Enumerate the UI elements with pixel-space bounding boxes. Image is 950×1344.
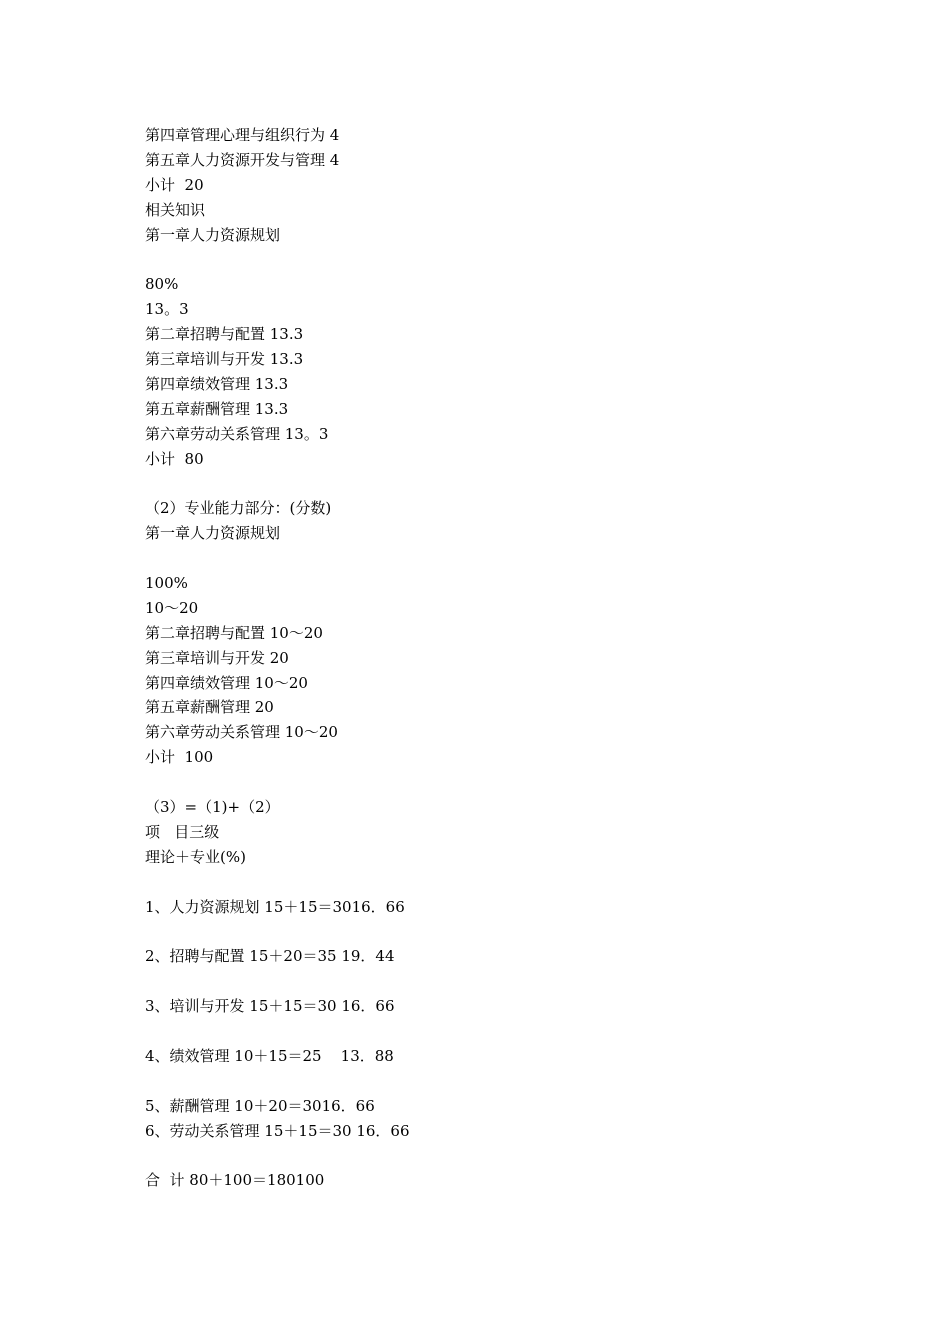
section-heading: 相关知识 xyxy=(145,200,206,219)
table-header: 理论＋专业(%) xyxy=(145,847,246,866)
table-header: 项 目三级 xyxy=(145,822,220,841)
table-row: 2、招聘与配置 15＋20＝35 19．44 xyxy=(145,947,395,966)
text-line: 第二章招聘与配置 13.3 xyxy=(145,325,304,344)
subtotal-line: 小计 80 xyxy=(145,449,204,468)
blank-line xyxy=(145,920,845,945)
text-line: 第三章培训与开发 20 xyxy=(145,648,289,667)
blank-line xyxy=(145,247,845,272)
blank-line xyxy=(145,546,845,571)
text-line: 第一章人力资源规划 xyxy=(145,225,281,244)
text-line: 第一章人力资源规划 xyxy=(145,524,281,543)
subtotal-line: 小计 20 xyxy=(145,175,204,194)
blank-line xyxy=(145,471,845,496)
text-line: 第五章薪酬管理 13.3 xyxy=(145,399,289,418)
section-heading: （2）专业能力部分：(分数) xyxy=(145,499,332,518)
total-line: 合 计 80＋100＝180100 xyxy=(145,1171,325,1190)
blank-line xyxy=(145,770,845,795)
percent-line: 80% xyxy=(145,275,179,294)
text-line: 第四章管理心理与组织行为 4 xyxy=(145,126,340,144)
subtotal-line: 小计 100 xyxy=(145,748,214,767)
text-line: 第六章劳动关系管理 13。3 xyxy=(145,424,329,443)
text-line: 第四章绩效管理 13.3 xyxy=(145,374,289,393)
blank-line xyxy=(145,1144,845,1169)
blank-line xyxy=(145,1069,845,1094)
text-line: 第二章招聘与配置 10～20 xyxy=(145,623,323,642)
text-line: 第六章劳动关系管理 10～20 xyxy=(145,723,338,742)
table-row: 3、培训与开发 15＋15＝30 16．66 xyxy=(145,997,395,1016)
text-line: 第三章培训与开发 13.3 xyxy=(145,350,304,369)
text-line: 第四章绩效管理 10～20 xyxy=(145,673,308,692)
table-row: 5、薪酬管理 10＋20＝3016．66 xyxy=(145,1096,375,1115)
table-row: 1、人力资源规划 15＋15＝3016．66 xyxy=(145,897,405,916)
formula-line: （3）=（1)+（2） xyxy=(145,798,280,817)
text-line: 第五章薪酬管理 20 xyxy=(145,698,274,717)
document-body xyxy=(145,123,845,1193)
text-line: 第五章人力资源开发与管理 4 xyxy=(145,150,340,169)
blank-line xyxy=(145,870,845,895)
blank-line xyxy=(145,969,845,994)
table-row: 4、绩效管理 10＋15＝25 13．88 xyxy=(145,1046,394,1065)
text-line: 13。3 xyxy=(145,300,189,319)
percent-line: 100% xyxy=(145,574,188,593)
blank-line xyxy=(145,1019,845,1044)
table-row: 6、劳动关系管理 15＋15＝30 16．66 xyxy=(145,1121,410,1140)
text-line: 10～20 xyxy=(145,598,199,617)
